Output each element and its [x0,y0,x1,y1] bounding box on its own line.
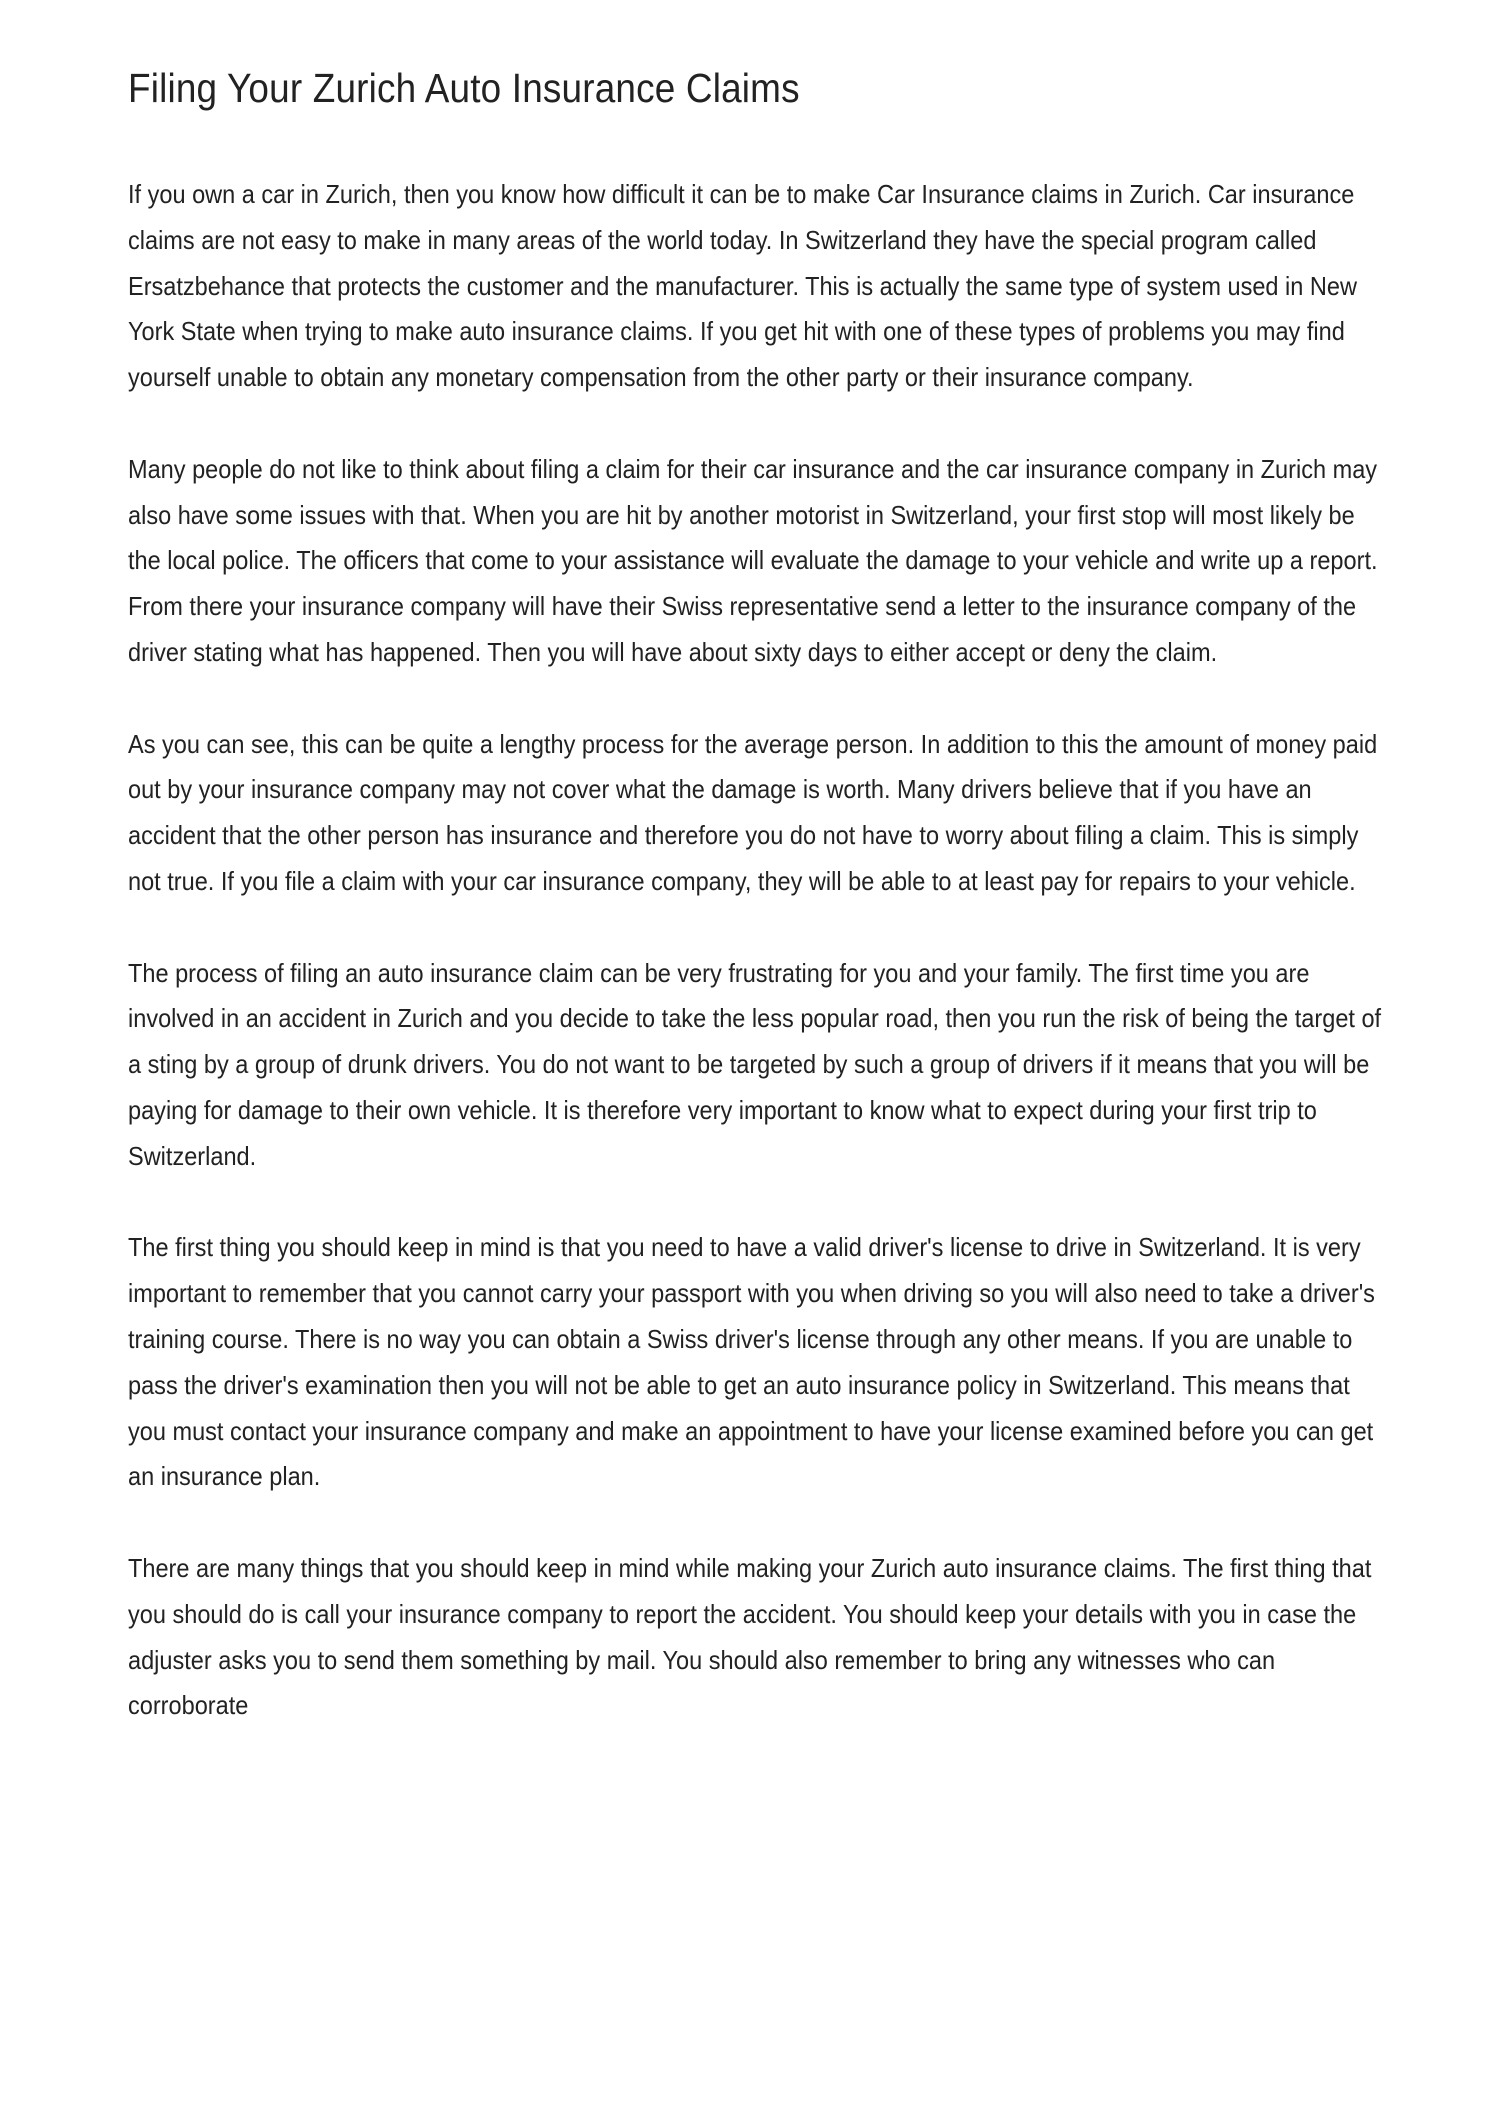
paragraph-4: The process of filing an auto insurance claim can be very frustrating for you and your family. The first time you are involved in an accident in Zurich and you decide to take the less popular road, then you run the risk of being the target of a sting by a group of drunk drivers. You do not want to be targeted by such a group of drivers if it means that you will be paying for damage to their own vehicle. It is therefore very important to know what to expect during your first trip to Switzerland. [128,957,1382,1171]
paragraph-2: Many people do not like to think about filing a claim for their car insurance and the car insurance company in Zurich may also have some issues with that. When you are hit by another motorist in Switzerland, your first stop will most likely be the local police. The officers that come to your assistance will evaluate the damage to your vehicle and write up a report. From there your insurance company will have their Swiss representative send a letter to the insurance company of the driver stating what has happened. Then you will have about sixty days to either accept or deny the claim. [128,453,1378,667]
paragraph-1: If you own a car in Zurich, then you know how difficult it can be to make Car Insurance claims in Zurich. Car insurance claims are not easy to make in many areas of the world today. In Switzerland they have the special program called Ersatzbehance that protects the customer and the manufacturer. This is actually the same type of system used in New York State when trying to make auto insurance claims. If you get hit with one of these types of problems you may find yourself unable to obtain any monetary compensation from the other party or their insurance company. [128,179,1357,393]
document-title: Filing Your Zurich Auto Insurance Claims [128,65,800,111]
paragraph-3: As you can see, this can be quite a lengthy process for the average person. In addition to this the amount of money paid out by your insurance company may not cover what the damage is worth. Many drivers believe that if you have an accident that the other person has insurance and therefore you do not have to worry about filing a claim. This is simply not true. If you file a claim with your car insurance company, they will be able to at least pay for repairs to your vehicle. [128,728,1378,896]
document-page [128,62,1388,1775]
paragraph-6: There are many things that you should keep in mind while making your Zurich auto insurance claims. The first thing that you should do is call your insurance company to report the accident. You should keep your details with you in case the adjuster asks you to send them something by mail. You should also remember to bring any witnesses who can corroborate [128,1552,1372,1721]
paragraph-5: The first thing you should keep in mind is that you need to have a valid driver's license to drive in Switzerland. It is very important to remember that you cannot carry your passport with you when driving so you will also need to take a driver's training course. There is no way you can obtain a Swiss driver's license through any other means. If you are unable to pass the driver's examination then you will not be able to get an auto insurance policy in Switzerland. This means that you must contact your insurance company and make an appointment to have your license examined before you can get an insurance plan. [128,1232,1375,1492]
